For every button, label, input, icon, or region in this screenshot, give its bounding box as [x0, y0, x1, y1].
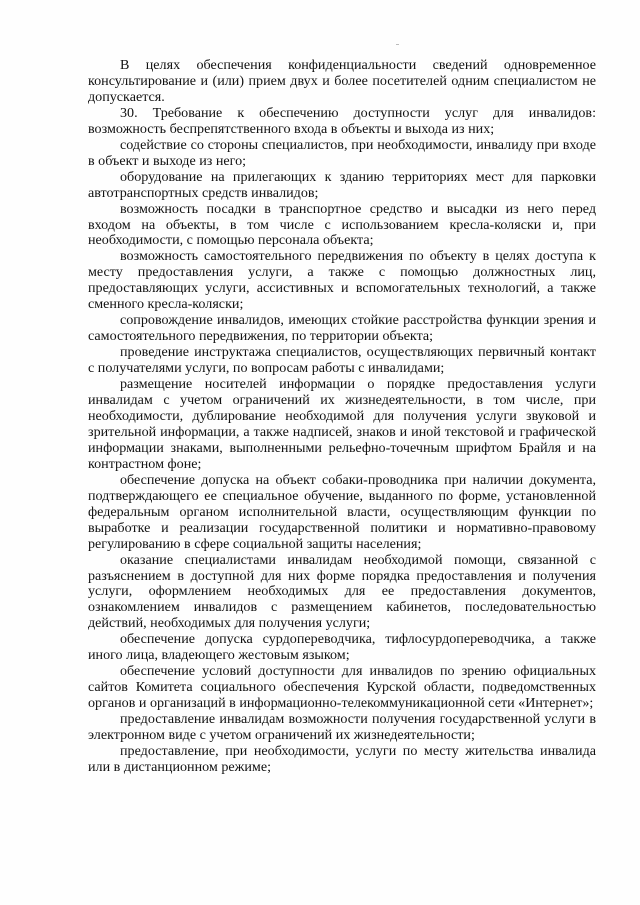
paragraph-staff-briefing: проведение инструктажа специалистов, осуществляющих первичный контакт с получателями услуги, по вопросам работы с инвалидами;: [88, 344, 596, 377]
paragraph-website-accessibility: обеспечение условий доступности для инвалидов по зрению официальных сайтов Комитета социального обеспечения Курской области, подведомственных органов и организаций в информационно-телекоммуникационной сети «Интернет»;: [88, 663, 596, 712]
scan-speck: [396, 44, 399, 45]
paragraph-remote-service: предоставление, при необходимости, услуги по месту жительства инвалида или в дистанционном режиме;: [88, 742, 596, 775]
paragraph-confidentiality: В целях обеспечения конфиденциальности сведений одновременное консультирование и (или) прием двух и более посетителей одним специалистом не допускается.: [88, 57, 596, 105]
document-body: [88, 58, 596, 776]
paragraph-escort: сопровождение инвалидов, имеющих стойкие расстройства функции зрения и самостоятельного передвижения, по территории объекта;: [88, 312, 596, 345]
paragraph-boarding-vehicle: возможность посадки в транспортное средство и высадки из него перед входом на объекты, в том числе с использованием кресла-коляски и, при необходимости, с помощью персонала объекта;: [88, 200, 596, 249]
paragraph-information-carriers: размещение носителей информации о порядке предоставления услуги инвалидам с учетом ограничений их жизнедеятельности, в том числе, при необходимости, дублирование необходимой для получения услуги звуковой и зрительной информации, а также надписей, знаков и иной текстовой и графической информации знаками, выполненными рельефно-точечным шрифтом Брайля и на контрастном фоне;: [88, 376, 596, 472]
paragraph-parking: оборудование на прилегающих к зданию территориях мест для парковки автотранспортных средств инвалидов;: [88, 168, 596, 201]
paragraph-electronic-service: предоставление инвалидам возможности получения государственной услуги в электронном виде с учетом ограничений их жизнедеятельности;: [88, 711, 596, 744]
paragraph-sign-interpreter: обеспечение допуска сурдопереводчика, тифлосурдопереводчика, а также иного лица, владеющего жестовым языком;: [88, 631, 596, 664]
paragraph-item-30: 30. Требование к обеспечению доступности услуг для инвалидов: возможность беспрепятственного входа в объекты и выхода из них;: [88, 104, 596, 137]
paragraph-necessary-help: оказание специалистами инвалидам необходимой помощи, связанной с разъяснением в доступной для них форме порядка предоставления и получения услуги, оформлением необходимых для ее предоставления документов, ознакомлением инвалидов с размещением кабинетов, последовательностью действий, необходимых для получения услуги;: [88, 551, 596, 632]
paragraph-guide-dog: обеспечение допуска на объект собаки-проводника при наличии документа, подтверждающего ее специальное обучение, выданного по форме, установленной федеральным органом исполнительной власти, осуществляющим функции по выработке и реализации государственной политики и нормативно-правовому регулированию в сфере социальной защиты населения;: [88, 471, 596, 552]
paragraph-specialist-assistance: содействие со стороны специалистов, при необходимости, инвалиду при входе в объект и выходе из него;: [88, 136, 596, 169]
paragraph-independent-movement: возможность самостоятельного передвижения по объекту в целях доступа к месту предоставления услуги, а также с помощью должностных лиц, предоставляющих услуги, ассистивных и вспомогательных технологий, а также сменного кресла-коляски;: [88, 248, 596, 313]
